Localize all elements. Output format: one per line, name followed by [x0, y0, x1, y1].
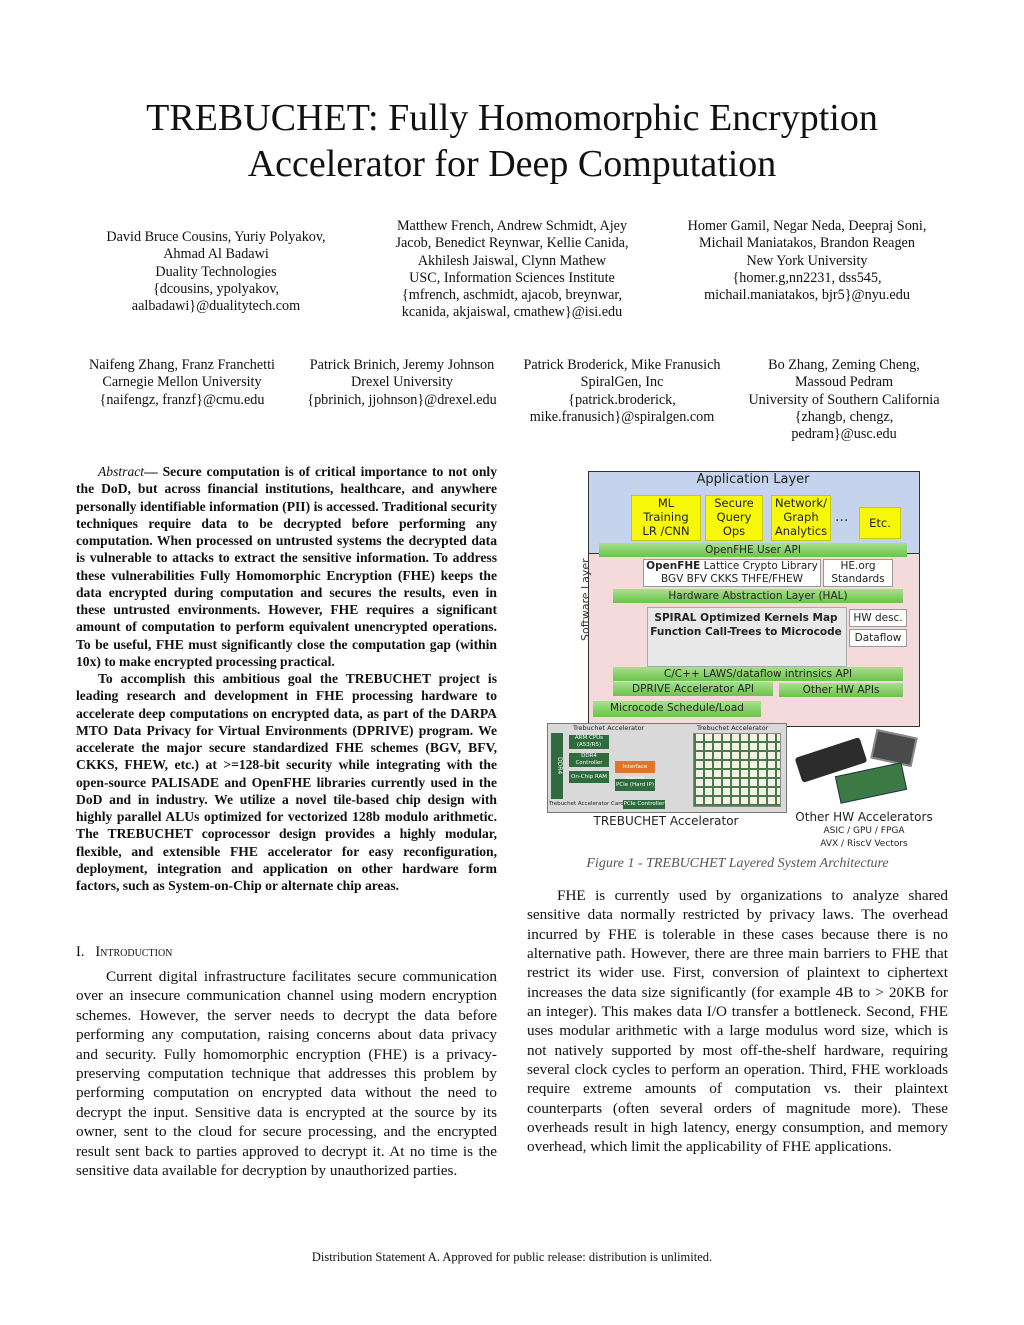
heorg-standards-box: HE.org Standards — [823, 559, 893, 587]
other-hw-sub2: AVX / RiscV Vectors — [820, 839, 908, 849]
app-etc-box: Etc. — [859, 507, 901, 539]
chip-left-title: Trebuchet Accelerator — [573, 724, 645, 732]
chip-pcie-hardip: PCIe (Hard IP) — [615, 779, 655, 791]
app-secure-query-box: Secure Query Ops — [705, 495, 763, 541]
openfhe-library-box: OpenFHE Lattice Crypto Library BGV BFV CKKS THFE/FHEW — [643, 559, 821, 587]
chip-arm-cpus: ARM CPUs (A53/R5) — [569, 735, 609, 749]
abstract-paragraph-1: Abstract— Secure computation is of critical importance to not only the DoD, but across financial institutions, healthcare, and anywhere personally identifiable information (PII) is accessed. Traditional security techniques require data to be decrypted before performing any computation. When processed on untrusted systems the decrypted data is vulnerable to attacks to extract the sensitive information. To address these vulnerabilities Fully Homomorphic Encryption (FHE) keeps the data encrypted during computation and secures the results, even in these untrusted environments. However, FHE requires a significant amount of computation to perform equivalent unencrypted operations. To be useful, FHE must significantly close the computation gap (within 10x) to make encrypted processing practical. — [76, 464, 497, 669]
cpu-chip-image — [870, 729, 917, 767]
section-heading: I. Introduction — [76, 944, 173, 960]
software-layer-label: Software Layer — [579, 558, 592, 641]
introduction-text — [76, 967, 497, 1180]
spiral-text: SPIRAL Optimized Kernels Map Function Call-Trees to Microcode — [650, 612, 842, 638]
figure-caption: Figure 1 - TREBUCHET Layered System Architecture — [586, 856, 889, 871]
other-hw-label: Other HW Accelerators — [795, 810, 933, 824]
app-network-graph-box: Network/ Graph Analytics — [771, 495, 831, 541]
chip-onchip-ram: On-Chip RAM — [569, 771, 609, 783]
paper-title — [0, 95, 1024, 187]
distribution-statement: Distribution Statement A. Approved for public release: distribution is unlimited. — [311, 1250, 713, 1264]
dataflow-box: Dataflow — [849, 629, 907, 647]
app-ml-box: ML Training LR /CNN — [631, 495, 701, 541]
author-block-drexel: Patrick Brinich, Jeremy Johnson Drexel University {pbrinich, jjohnson}@drexel.edu — [307, 357, 497, 408]
laws-api-arrow: C/C++ LAWS/dataflow intrinsics API — [613, 667, 903, 681]
chip-right-title: Trebuchet Accelerator — [697, 724, 769, 732]
openfhe-api-arrow: OpenFHE User API — [599, 543, 907, 557]
microcode-arrow: Microcode Schedule/Load — [593, 701, 761, 717]
title-line-2: Accelerator for Deep Computation — [247, 143, 777, 185]
right-paragraph: FHE is currently used by organizations to analyze shared sensitive data normally restricted by privacy laws. The overhead incurred by FHE is tolerable in these cases because there is no alternative path. However, there are three main barriers to FHE that restrict its wider use. First, conversion of plaintext to ciphertext increases the data size significantly (for example 4B to > 20KB for an integer). This makes data I/O transfer a bottleneck. Second, FHE uses modular arithmetic with a large modulus word size, which is not natively supported by most off-the-shelf hardware, requiring several clock cycles to perform an operation. Third, FHE workloads require extreme amounts of computation vs. their plaintext counterparts (often several orders of magnitude more). These overheads result in high latency, energy consumption, and memory overhead, which limit the applicability of FHE applications. — [527, 887, 948, 1156]
title-line-1: TREBUCHET: Fully Homomorphic Encryption — [146, 97, 878, 139]
app-ellipsis: ... — [835, 509, 849, 525]
other-hw-sub1: ASIC / GPU / FPGA — [823, 826, 905, 836]
hal-arrow: Hardware Abstraction Layer (HAL) — [613, 589, 903, 603]
hw-desc-box: HW desc. — [849, 609, 907, 627]
architecture-figure — [527, 465, 948, 855]
dprive-api-arrow: DPRIVE Accelerator API — [613, 682, 773, 696]
chip-tile-grid — [693, 733, 781, 807]
author-block-cmu: Naifeng Zhang, Franz Franchetti Carnegie Mellon University {naifengz, franzf}@cmu.edu — [89, 357, 275, 408]
right-column-text — [527, 886, 948, 1157]
chip-card-label: Trebuchet Accelerator Card — [549, 801, 624, 807]
chip-ddr-controller: DDR4 Controller — [569, 753, 609, 767]
chip-pcie-controller: PCIe Controller — [623, 801, 665, 807]
abstract-label: Abstract — [98, 464, 145, 479]
author-block-spiralgen: Patrick Broderick, Mike Franusich SpiralGen, Inc {patrick.broderick, mike.franusich}@spiralgen.com — [523, 357, 721, 425]
abstract-paragraph-2: To accomplish this ambitious goal the TREBUCHET project is leading research and development in FHE processing hardware to accelerate deep computations on encrypted data, as part of the DARPA MTO Data Privacy for Virtual Environments (DPRIVE) program. We accelerate the major secure standardized FHE schemes (BGV, BFV, CKKS, FHEW, etc.) at >=128-bit security while integrating with the open-source PALISADE and OpenFHE libraries currently used in the DoD and in industry. We utilize a novel tile-based chip design with highly parallel ALUs optimized for vectorized 128b modulo arithmetic. The TREBUCHET coprocessor design provides a highly modular, flexible, and extensible FHE accelerator for easy reconfiguration, deployment, integration and application on other hardware form factors, such as System-on-Chip or alternate chip areas. — [76, 671, 497, 893]
other-hw-apis-arrow: Other HW APIs — [779, 683, 903, 697]
author-block-usc-isi: Matthew French, Andrew Schmidt, Ajey Jacob, Benedict Reynwar, Kellie Canida, Akhilesh Jaiswal, Clynn Mathew USC, Information Sciences Institute {mfrench, aschmidt, ajacob, breynwar, kcanida, akjaiswal, cmathew}@isi.edu — [395, 218, 629, 321]
intro-paragraph: Current digital infrastructure facilitates secure communication over an insecure communication channel using modern encryption schemes. However, the server needs to decrypt the data before performing any computation, raising concerns about data privacy and security. Fully homomorphic encryption (FHE) is a privacy-preserving computation technique that addresses this problem by performing computation on encrypted data without the need to decrypt the input. Sensitive data is encrypted at the source by its owner, sent to the cloud for secure processing, and the encrypted result sent back to parties approved to decrypt it. At no time is the sensitive data available for decryption by unauthorized parties. — [76, 968, 497, 1180]
author-block-nyu: Homer Gamil, Negar Neda, Deepraj Soni, Michail Maniatakos, Brandon Reagen New York University {homer.g,nn2231, dss545, michail.maniatakos, bjr5}@nyu.edu — [687, 218, 927, 304]
author-block-usc: Bo Zhang, Zeming Cheng, Massoud Pedram University of Southern California {zhangb, chengz, pedram}@usc.edu — [748, 357, 940, 443]
trebuchet-accelerator-label: TREBUCHET Accelerator — [593, 814, 739, 828]
abstract — [76, 463, 497, 894]
chip-interface-switch: Interface — [615, 761, 655, 773]
ddr-bar: DDR4 — [551, 733, 563, 799]
author-block-duality: David Bruce Cousins, Yuriy Polyakov, Ahmad Al Badawi Duality Technologies {dcousins, ypolyakov, aalbadawi}@dualitytech.com — [106, 229, 326, 315]
application-layer-label: Application Layer — [696, 472, 810, 487]
